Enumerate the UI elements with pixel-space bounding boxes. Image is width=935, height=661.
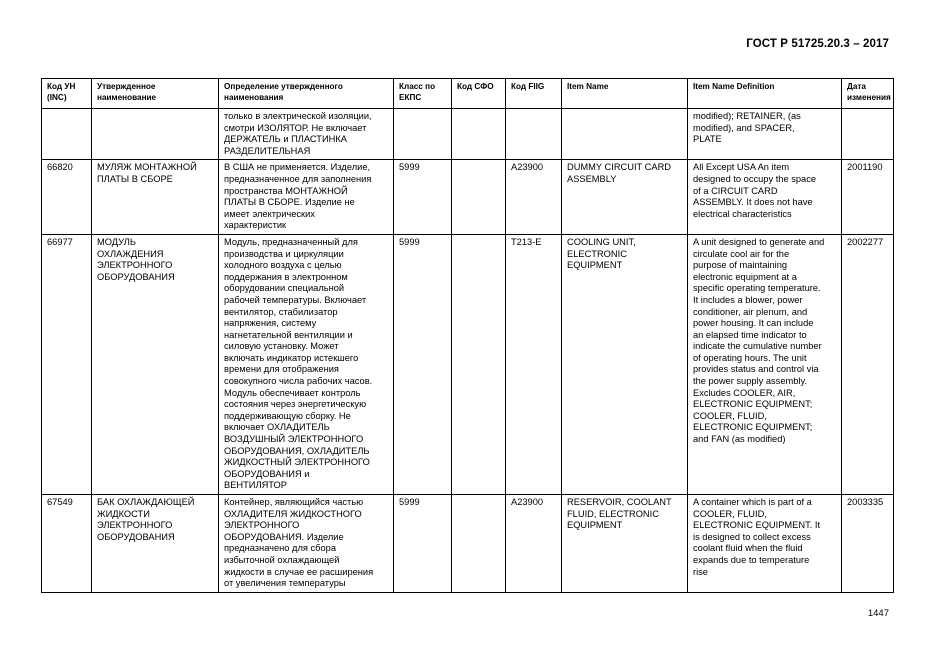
cell-inc: 66820 xyxy=(42,160,92,235)
cell-item-name: RESERVOIR, COOLANT FLUID, ELECTRONIC EQUIPMENT xyxy=(562,495,688,593)
cell-approved-name: МУЛЯЖ МОНТАЖНОЙ ПЛАТЫ В СБОРЕ xyxy=(92,160,219,235)
cell-definition: Модуль, предназначенный для производства и циркуляции холодного воздуха с целью поддержания в электронном оборудовании специальной рабочей температуры. Включает вентилятор, стабилизатор напряжения, систему нагнетательной вентиляции и силовую установку. Может включать индикатор истекшего времени для отображения совокупного числа рабочих часов. Модуль обеспечивает контроль состояния через энергетическую поддерживающую сборку. Не включает ОХЛАДИТЕЛЬ ВОЗДУШНЫЙ ЭЛЕКТРОННОГО ОБОРУДОВАНИЯ, ОХЛАДИТЕЛЬ ЖИДКОСТНЫЙ ЭЛЕКТРОННОГО ОБОРУДОВАНИЯ и ВЕНТИЛЯТОР xyxy=(219,234,394,494)
cell-item-name: DUMMY CIRCUIT CARD ASSEMBLY xyxy=(562,160,688,235)
cell-item-name-definition: All Except USA An item designed to occupy the space of a CIRCUIT CARD ASSEMBLY. It does not have electrical characteristics xyxy=(688,160,842,235)
col-header-item-name: Item Name xyxy=(562,79,688,109)
cell-class: 5999 xyxy=(394,234,452,494)
table-row xyxy=(42,160,894,235)
col-header-class: Класс по ЕКПС xyxy=(394,79,452,109)
cell-item-name-definition: A unit designed to generate and circulate cool air for the purpose of maintaining electronic equipment at a specific operating temperature. It includes a blower, power conditioner, air plenum, and power housing. It can include an elapsed time indicator to indicate the cumulative number of operating hours. The unit provides status and control via the power supply assembly. Excludes COOLER, AIR, ELECTRONIC EQUIPMENT; COOLER, FLUID, ELECTRONIC EQUIPMENT; and FAN (as modified) xyxy=(688,234,842,494)
cell-definition: В США не применяется. Изделие, предназначенное для заполнения пространства МОНТАЖНОЙ ПЛАТЫ В СБОРЕ. Изделие не имеет электрических характеристик xyxy=(219,160,394,235)
cell-change-date: 2002277 xyxy=(842,234,894,494)
document-standard-header: ГОСТ Р 51725.20.3 – 2017 xyxy=(746,38,889,50)
col-header-inc: Код УН (INC) xyxy=(42,79,92,109)
page-number: 1447 xyxy=(867,608,889,619)
cell-class: 5999 xyxy=(394,495,452,593)
cell-sfo xyxy=(452,234,506,494)
col-header-definition: Определение утвержденного наименования xyxy=(219,79,394,109)
table-row xyxy=(42,495,894,593)
table-row xyxy=(42,109,894,160)
cell-sfo xyxy=(452,160,506,235)
cell-fiig xyxy=(506,109,562,160)
cell-definition: только в электрической изоляции, смотри ИЗОЛЯТОР. Не включает ДЕРЖАТЕЛЬ и ПЛАСТИНКА РАЗДЕЛИТЕЛЬНАЯ xyxy=(219,109,394,160)
cell-fiig: T213-E xyxy=(506,234,562,494)
cell-change-date: 2003335 xyxy=(842,495,894,593)
cell-approved-name xyxy=(92,109,219,160)
cell-fiig: A23900 xyxy=(506,160,562,235)
cell-inc: 67549 xyxy=(42,495,92,593)
cell-sfo xyxy=(452,109,506,160)
cell-item-name-definition: modified); RETAINER, (as modified), and SPACER, PLATE xyxy=(688,109,842,160)
cell-inc xyxy=(42,109,92,160)
col-header-sfo: Код СФО xyxy=(452,79,506,109)
cell-item-name xyxy=(562,109,688,160)
col-header-item-name-definition: Item Name Definition xyxy=(688,79,842,109)
cell-definition: Контейнер, являющийся частью ОХЛАДИТЕЛЯ ЖИДКОСТНОГО ЭЛЕКТРОННОГО ОБОРУДОВАНИЯ. Изделие предназначено для сбора избыточной охлаждающей жидкости в случае ее расширения от увеличения температуры xyxy=(219,495,394,593)
cell-change-date: 2001190 xyxy=(842,160,894,235)
table-row xyxy=(42,234,894,494)
cell-class: 5999 xyxy=(394,160,452,235)
col-header-change-date: Дата изменения xyxy=(842,79,894,109)
col-header-approved-name: Утвержденное наименование xyxy=(92,79,219,109)
cell-inc: 66977 xyxy=(42,234,92,494)
cell-item-name-definition: A container which is part of a COOLER, FLUID, ELECTRONIC EQUIPMENT. It is designed to collect excess coolant fluid when the fluid expands due to temperature rise xyxy=(688,495,842,593)
nomenclature-table xyxy=(41,78,894,593)
cell-fiig: A23900 xyxy=(506,495,562,593)
cell-approved-name: БАК ОХЛАЖДАЮЩЕЙ ЖИДКОСТИ ЭЛЕКТРОННОГО ОБОРУДОВАНИЯ xyxy=(92,495,219,593)
cell-approved-name: МОДУЛЬ ОХЛАЖДЕНИЯ ЭЛЕКТРОННОГО ОБОРУДОВАНИЯ xyxy=(92,234,219,494)
col-header-fiig: Код FIIG xyxy=(506,79,562,109)
cell-change-date xyxy=(842,109,894,160)
table-header-row xyxy=(42,79,894,109)
cell-class xyxy=(394,109,452,160)
cell-item-name: COOLING UNIT, ELECTRONIC EQUIPMENT xyxy=(562,234,688,494)
cell-sfo xyxy=(452,495,506,593)
